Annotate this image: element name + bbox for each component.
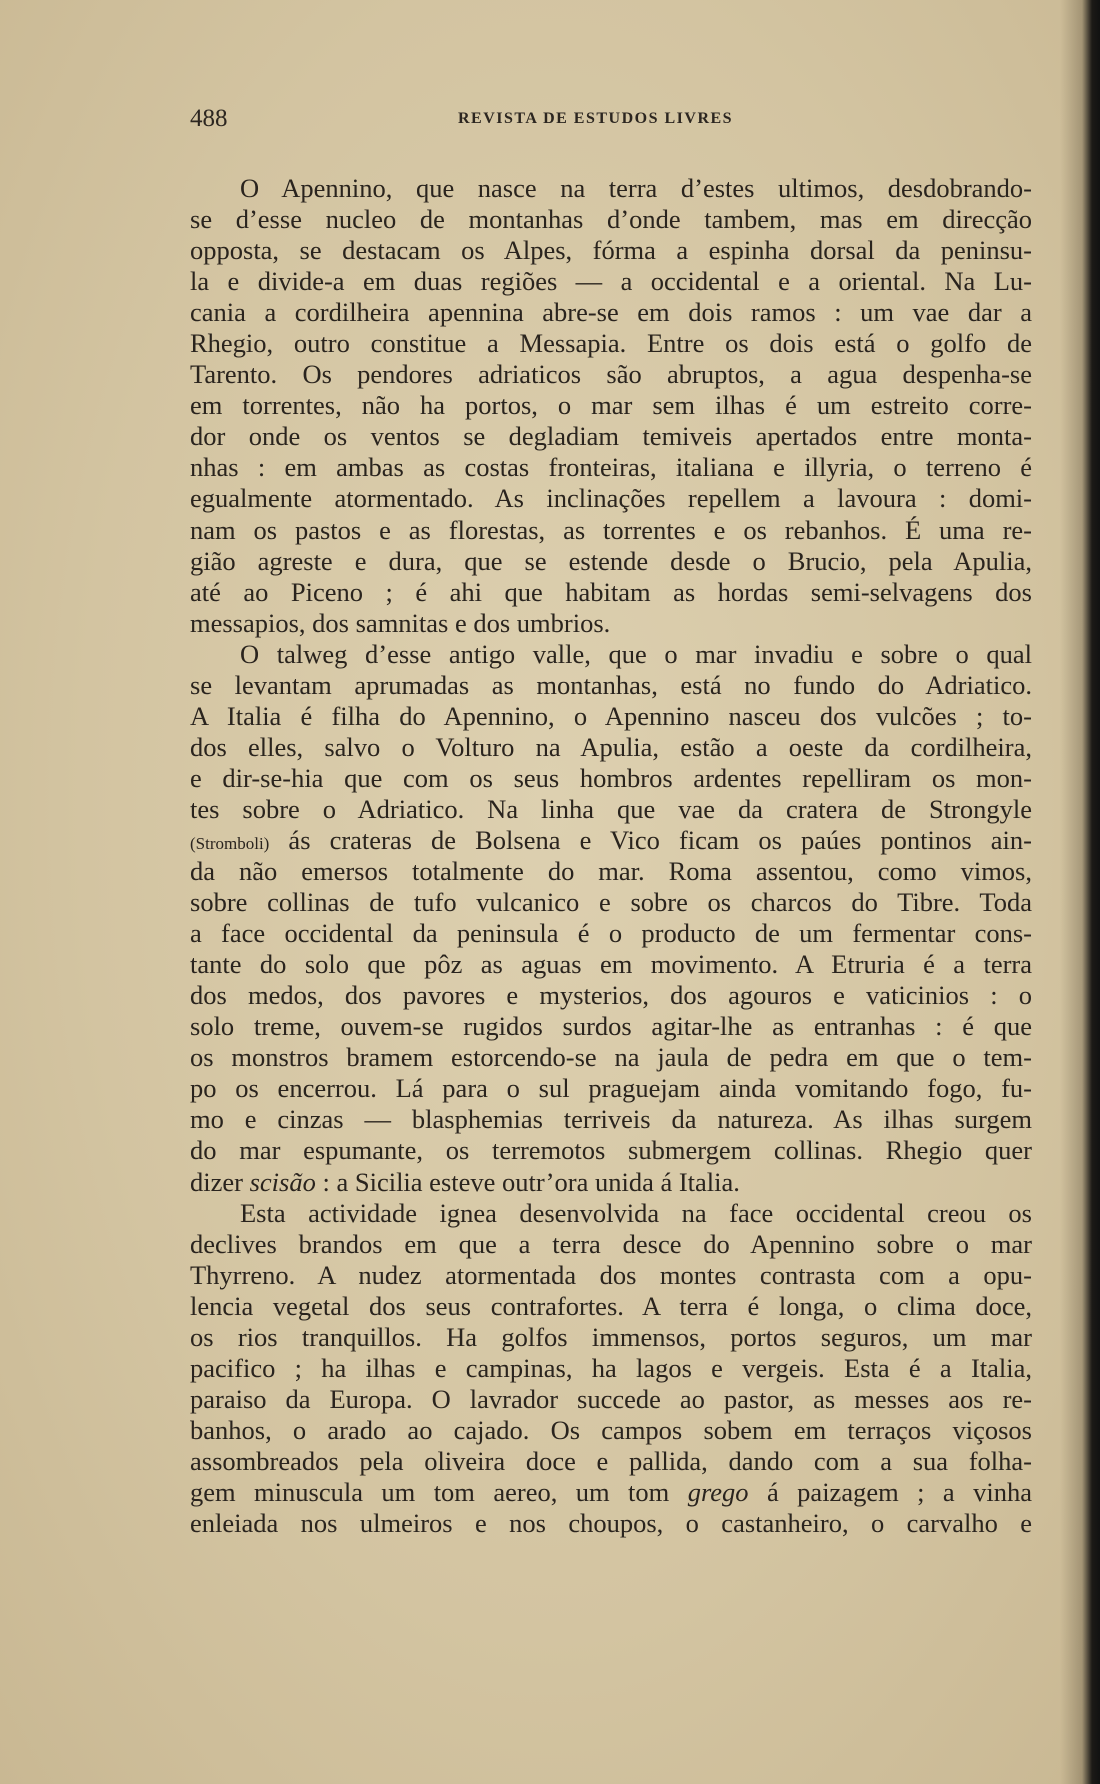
text-line: egualmente atormentado. As inclinações repellem a lavoura : domi- xyxy=(190,483,1032,514)
text-line: paraiso da Europa. O lavrador succede ao pastor, as messes aos re- xyxy=(190,1383,1032,1414)
text-line: Tarento. Os pendores adriaticos são abruptos, a agua despenha-se xyxy=(190,359,1032,390)
body-text xyxy=(190,173,1032,1539)
text-line xyxy=(190,1477,1032,1508)
text-line: O talweg d’esse antigo valle, que o mar invadiu e sobre o qual xyxy=(240,638,1032,669)
text-line: tes sobre o Adriatico. Na linha que vae da cratera de Strongyle xyxy=(190,793,1032,824)
text-line: la e divide-a em duas regiões — a occidental e a oriental. Na Lu- xyxy=(190,266,1032,297)
text-line: declives brandos em que a terra desce do Apennino sobre o mar xyxy=(190,1228,1032,1259)
text-line: pacifico ; ha ilhas e campinas, ha lagos e vergeis. Esta é a Italia, xyxy=(190,1352,1032,1383)
text-line: se levantam aprumadas as montanhas, está no fundo do Adriatico. xyxy=(190,669,1032,700)
text-fragment: (Stromboli) xyxy=(190,833,270,853)
text-line: po os encerrou. Lá para o sul praguejam ainda vomitando fogo, fu- xyxy=(190,1073,1032,1104)
text-line: os rios tranquillos. Ha golfos immensos, portos seguros, um mar xyxy=(190,1321,1032,1352)
text-fragment: : a Sicilia esteve outr’ora unida á Italia. xyxy=(315,1166,740,1197)
text-fragment: gem minuscula um tom aereo, um tom xyxy=(190,1476,688,1507)
italic-word: scisão xyxy=(249,1166,316,1197)
text-fragment: á paizagem ; a vinha xyxy=(748,1476,1032,1507)
text-line: lencia vegetal dos seus contrafortes. A terra é longa, o clima doce, xyxy=(190,1290,1032,1321)
text-line: dos elles, salvo o Volturo na Apulia, estão a oeste da cordilheira, xyxy=(190,731,1032,762)
text-line: os monstros bramem estorcendo-se na jaula de pedra em que o tem- xyxy=(190,1042,1032,1073)
text-line: sobre collinas de tufo vulcanico e sobre os charcos do Tibre. Toda xyxy=(190,887,1032,918)
text-line: nam os pastos e as florestas, as torrentes e os rebanhos. É uma re- xyxy=(190,514,1032,545)
text-line: mo e cinzas — blasphemias terriveis da natureza. As ilhas surgem xyxy=(190,1104,1032,1135)
text-line: banhos, o arado ao cajado. Os campos sobem em terraços viçosos xyxy=(190,1414,1032,1445)
text-line: Esta actividade ignea desenvolvida na face occidental creou os xyxy=(240,1197,1032,1228)
text-line: solo treme, ouvem-se rugidos surdos agitar-lhe as entranhas : é que xyxy=(190,1011,1032,1042)
page-header xyxy=(190,104,796,134)
text-line: até ao Piceno ; é ahi que habitam as hordas semi-selvagens dos xyxy=(190,576,1032,607)
running-title: REVISTA DE ESTUDOS LIVRES xyxy=(458,110,734,127)
text-line: cania a cordilheira apennina abre-se em dois ramos : um vae dar a xyxy=(190,297,1032,328)
text-line: gião agreste e dura, que se estende desde o Brucio, pela Apulia, xyxy=(190,545,1032,576)
text-line: nhas : em ambas as costas fronteiras, italiana e illyria, o terreno é xyxy=(190,452,1032,483)
text-line: dor onde os ventos se degladiam temiveis apertados entre monta- xyxy=(190,421,1032,452)
text-line: Rhegio, outro constitue a Messapia. Entre os dois está o golfo de xyxy=(190,328,1032,359)
text-fragment: ás crateras de Bolsena e Vico ficam os paúes pontinos ain- xyxy=(269,824,1032,855)
page-number: 488 xyxy=(190,105,228,132)
page-gutter-shadow xyxy=(1060,0,1100,1784)
text-line: dos medos, dos pavores e mysterios, dos agouros e vaticinios : o xyxy=(190,980,1032,1011)
text-line: da não emersos totalmente do mar. Roma assentou, como vimos, xyxy=(190,856,1032,887)
text-line: O Apennino, que nasce na terra d’estes ultimos, desdobrando- xyxy=(240,173,1032,203)
text-line: A Italia é filha do Apennino, o Apennino nasceu dos vulcões ; to- xyxy=(190,700,1032,731)
text-fragment: dizer xyxy=(190,1166,250,1197)
text-line: do mar espumante, os terremotos submergem collinas. Rhegio quer xyxy=(190,1135,1032,1166)
text-line: Thyrreno. A nudez atormentada dos montes contrasta com a opu- xyxy=(190,1259,1032,1290)
text-line xyxy=(190,825,1032,856)
text-line: enleiada nos ulmeiros e nos choupos, o castanheiro, o carvalho e xyxy=(190,1508,1032,1539)
text-line xyxy=(190,1167,1032,1198)
text-line: tante do solo que pôz as aguas em movimento. A Etruria é a terra xyxy=(190,949,1032,980)
text-line: messapios, dos samnitas e dos umbrios. xyxy=(190,607,611,638)
text-line: em torrentes, não ha portos, o mar sem ilhas é um estreito corre- xyxy=(190,390,1032,421)
text-line: assombreados pela oliveira doce e pallida, dando com a sua folha- xyxy=(190,1445,1032,1476)
text-line: e dir-se-hia que com os seus hombros ardentes repelliram os mon- xyxy=(190,762,1032,793)
text-line: opposta, se destacam os Alpes, fórma a espinha dorsal da peninsu- xyxy=(190,235,1032,266)
italic-word: grego xyxy=(687,1476,749,1507)
text-line: a face occidental da peninsula é o producto de um fermentar cons- xyxy=(190,918,1032,949)
text-line: se d’esse nucleo de montanhas d’onde tambem, mas em direcção xyxy=(190,204,1032,235)
